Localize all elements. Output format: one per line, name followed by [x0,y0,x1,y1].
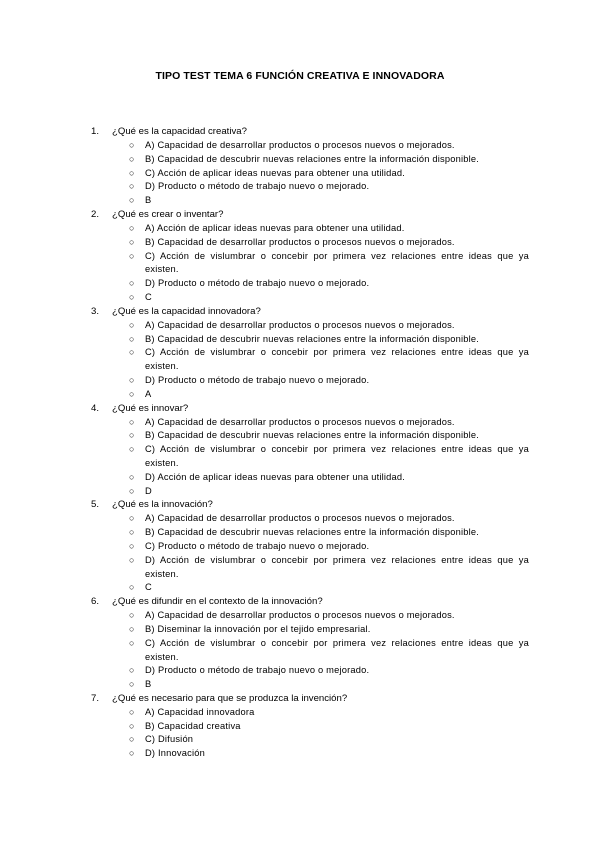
circle-bullet-icon: ○ [129,444,135,455]
option-text: D) Producto o método de trabajo nuevo o mejorado. [145,665,370,676]
circle-bullet-icon: ○ [129,610,135,621]
option-text: C) Acción de vislumbrar o concebir por primera vez relaciones entre ideas que ya existen. [145,347,529,372]
question-line [0,402,600,416]
answer-option [0,346,600,374]
circle-bullet-icon: ○ [129,513,135,524]
option-text: A) Capacidad innovadora [145,706,255,717]
answer-option [0,554,600,582]
circle-bullet-icon: ○ [129,333,135,344]
question-line [0,125,600,139]
option-text: C [145,291,152,302]
circle-bullet-icon: ○ [129,181,135,192]
circle-bullet-icon: ○ [129,485,135,496]
answer-key [0,291,600,305]
answer-option [0,333,600,347]
circle-bullet-icon: ○ [129,222,135,233]
circle-bullet-icon: ○ [129,291,135,302]
question-number: 6. [91,596,100,608]
answer-key [0,194,600,208]
answer-option [0,416,600,430]
circle-bullet-icon: ○ [129,471,135,482]
question-text: ¿Qué es difundir en el contexto de la innovación? [112,596,323,608]
answer-option [0,277,600,291]
option-text: D) Acción de aplicar ideas nuevas para obtener una utilidad. [145,471,406,482]
option-text: A) Capacidad de desarrollar productos o procesos nuevos o mejorados. [145,319,455,330]
circle-bullet-icon: ○ [129,153,135,164]
answer-option [0,250,600,278]
option-text: B) Capacidad de descubrir nuevas relaciones entre la información disponible. [145,527,480,538]
answer-option [0,167,600,181]
circle-bullet-icon: ○ [129,374,135,385]
answer-option [0,720,600,734]
question-line [0,595,600,609]
answer-option [0,443,600,471]
circle-bullet-icon: ○ [129,416,135,427]
answer-option [0,319,600,333]
circle-bullet-icon: ○ [129,623,135,634]
circle-bullet-icon: ○ [129,637,135,648]
option-text: C) Acción de aplicar ideas nuevas para obtener una utilidad. [145,167,406,178]
question-number: 4. [91,402,100,414]
option-text: D) Innovación [145,748,205,759]
answer-option [0,471,600,485]
circle-bullet-icon: ○ [129,706,135,717]
option-text: D [145,485,152,496]
question-line [0,208,600,222]
question-item [0,402,600,499]
answer-option [0,180,600,194]
answer-option [0,623,600,637]
question-number: 7. [91,692,100,704]
option-text: A [145,388,152,399]
option-text: D) Producto o método de trabajo nuevo o mejorado. [145,374,370,385]
option-text: D) Producto o método de trabajo nuevo o mejorado. [145,181,370,192]
option-text: B [145,195,152,206]
question-number: 2. [91,208,100,220]
document-title: TIPO TEST TEMA 6 FUNCIÓN CREATIVA E INNOVADORA [155,70,445,82]
answer-option [0,429,600,443]
circle-bullet-icon: ○ [129,347,135,358]
answer-option [0,153,600,167]
option-text: A) Capacidad de desarrollar productos o procesos nuevos o mejorados. [145,513,455,524]
question-text: ¿Qué es la capacidad innovadora? [112,305,261,317]
question-number: 3. [91,305,100,317]
answer-key [0,485,600,499]
circle-bullet-icon: ○ [129,278,135,289]
option-text: B) Capacidad de descubrir nuevas relaciones entre la información disponible. [145,430,480,441]
option-text: A) Capacidad de desarrollar productos o procesos nuevos o mejorados. [145,610,455,621]
answer-option [0,637,600,665]
option-text: C) Acción de vislumbrar o concebir por primera vez relaciones entre ideas que ya existen. [145,444,529,468]
option-text: C) Difusión [145,734,194,745]
circle-bullet-icon: ○ [129,554,135,565]
circle-bullet-icon: ○ [129,319,135,330]
answer-key [0,581,600,595]
answer-option [0,512,600,526]
circle-bullet-icon: ○ [129,582,135,593]
answer-option [0,222,600,236]
circle-bullet-icon: ○ [129,527,135,538]
answer-option [0,747,600,761]
option-text: C) Producto o método de trabajo nuevo o mejorado. [145,540,370,551]
question-item [0,125,600,208]
circle-bullet-icon: ○ [129,679,135,690]
option-text: C) Acción de vislumbrar o concebir por primera vez relaciones entre ideas que ya existen. [145,250,529,275]
question-text: ¿Qué es innovar? [112,402,189,414]
question-text: ¿Qué es crear o inventar? [112,208,224,220]
answer-option [0,609,600,623]
circle-bullet-icon: ○ [129,540,135,551]
question-number: 5. [91,499,100,511]
option-text: B) Capacidad de descubrir nuevas relaciones entre la información disponible. [145,153,480,164]
circle-bullet-icon: ○ [129,195,135,206]
question-item [0,305,600,402]
question-text: ¿Qué es necesario para que se produzca la invención? [112,692,348,704]
circle-bullet-icon: ○ [129,388,135,399]
question-item [0,498,600,595]
answer-option [0,236,600,250]
question-item [0,692,600,761]
answer-option [0,540,600,554]
question-text: ¿Qué es la capacidad creativa? [112,126,247,137]
option-text: D) Producto o método de trabajo nuevo o mejorado. [145,278,370,289]
question-item [0,208,600,305]
circle-bullet-icon: ○ [129,236,135,247]
answer-key [0,388,600,402]
answer-key [0,678,600,692]
question-line [0,305,600,319]
option-text: B) Diseminar la innovación por el tejido empresarial. [145,623,371,634]
answer-option [0,139,600,153]
circle-bullet-icon: ○ [129,140,135,150]
answer-option [0,664,600,678]
option-text: A) Acción de aplicar ideas nuevas para obtener una utilidad. [145,222,405,233]
option-text: C) Acción de vislumbrar o concebir por primera vez relaciones entre ideas que ya existen. [145,637,529,662]
question-list [0,125,600,761]
circle-bullet-icon: ○ [129,430,135,441]
option-text: B) Capacidad de descubrir nuevas relaciones entre la información disponible. [145,333,480,344]
circle-bullet-icon: ○ [129,250,135,261]
question-line [0,498,600,512]
circle-bullet-icon: ○ [129,665,135,676]
option-text: B) Capacidad de desarrollar productos o procesos nuevos o mejorados. [145,236,455,247]
option-text: A) Capacidad de desarrollar productos o procesos nuevos o mejorados. [145,140,455,150]
option-text: B [145,679,152,690]
option-text: B) Capacidad creativa [145,720,241,731]
question-line [0,692,600,706]
answer-option [0,374,600,388]
circle-bullet-icon: ○ [129,720,135,731]
option-text: C [145,582,152,593]
answer-option [0,706,600,720]
circle-bullet-icon: ○ [129,734,135,745]
circle-bullet-icon: ○ [129,748,135,759]
question-text: ¿Qué es la innovación? [112,499,213,511]
answer-option [0,526,600,540]
question-number: 1. [91,126,100,137]
option-text: D) Acción de vislumbrar o concebir por primera vez relaciones entre ideas que ya existen. [145,554,529,579]
option-text: A) Capacidad de desarrollar productos o procesos nuevos o mejorados. [145,416,455,427]
circle-bullet-icon: ○ [129,167,135,178]
answer-option [0,733,600,747]
question-item [0,595,600,692]
